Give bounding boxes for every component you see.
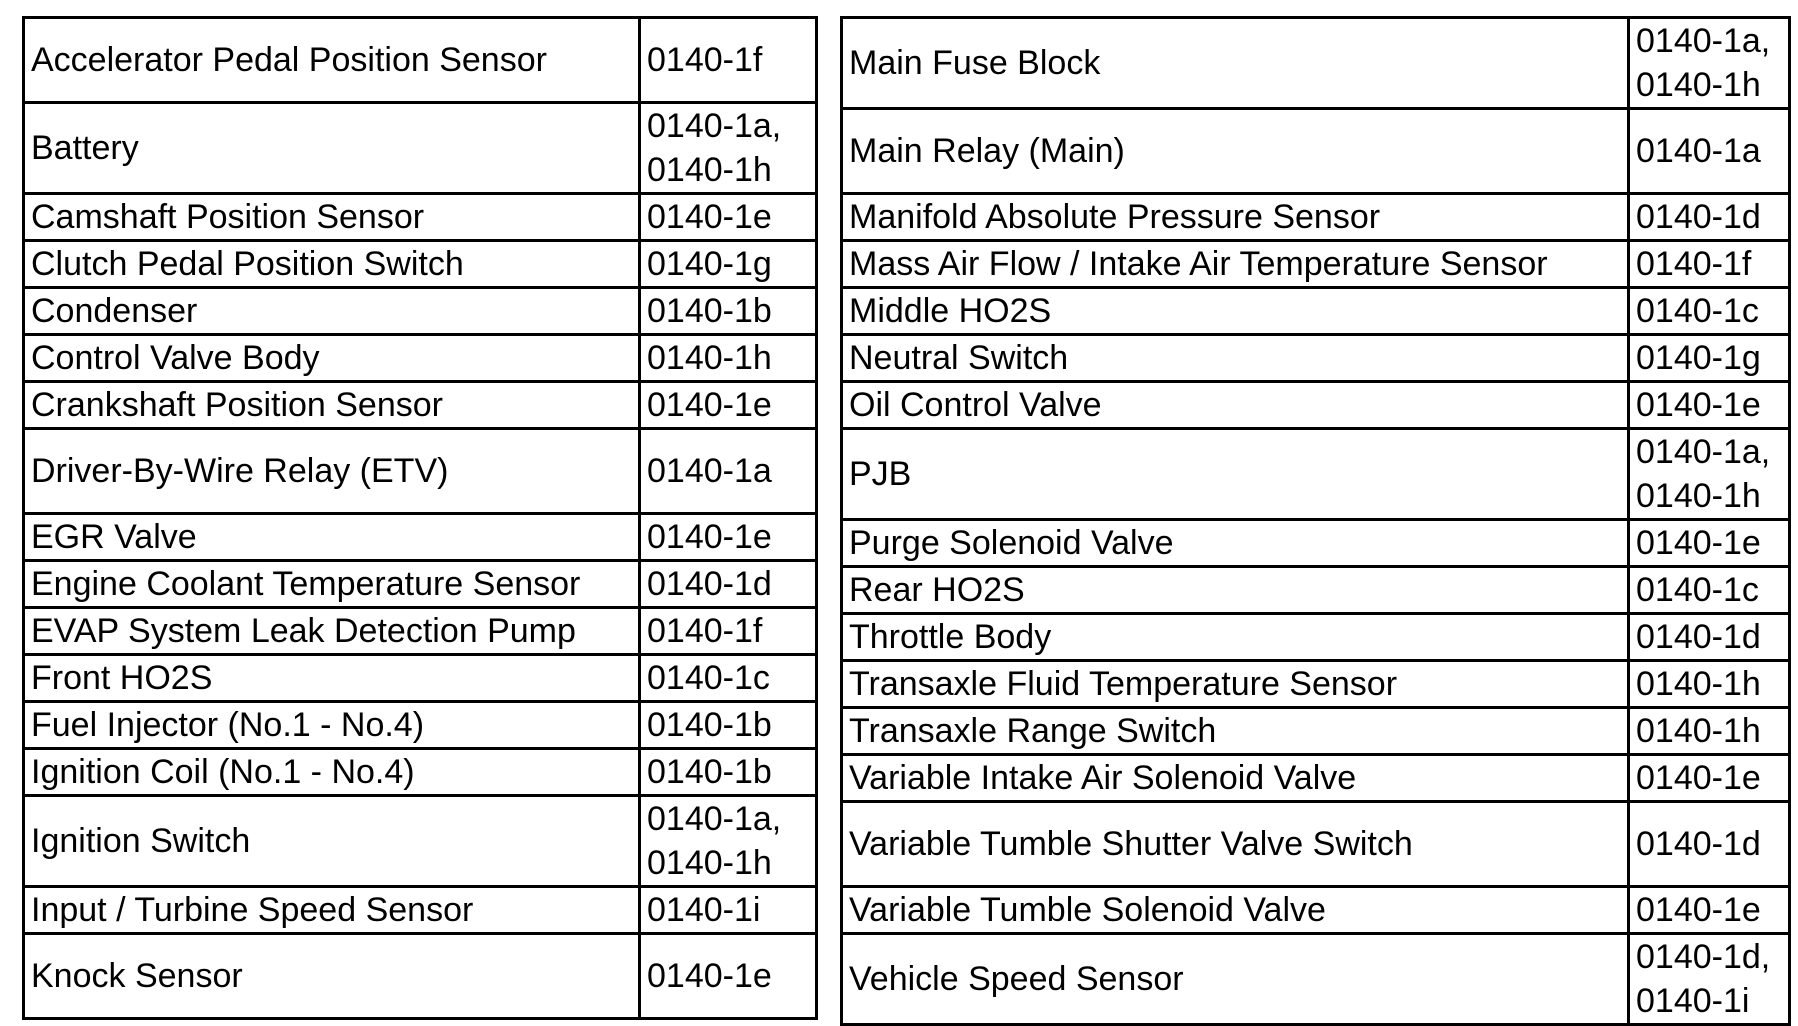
location-ref: 0140-1d, xyxy=(1636,938,1771,976)
table-row xyxy=(842,755,1790,802)
location-ref: 0140-1b xyxy=(647,292,772,330)
component-name: Main Relay (Main) xyxy=(842,109,1629,194)
location-ref: 0140-1h xyxy=(1636,477,1761,515)
component-name: Transaxle Fluid Temperature Sensor xyxy=(842,661,1629,708)
table-row xyxy=(842,708,1790,755)
component-name: Battery xyxy=(24,103,640,194)
table-row xyxy=(24,702,817,749)
table-row xyxy=(24,103,817,194)
component-name: Condenser xyxy=(24,288,640,335)
location-ref: 0140-1c xyxy=(1636,571,1759,609)
location-ref: 0140-1e xyxy=(1636,524,1761,562)
location-ref-cell xyxy=(1629,887,1790,934)
component-table-left xyxy=(22,16,818,1020)
table-row xyxy=(842,18,1790,109)
location-ref: 0140-1h xyxy=(1636,665,1761,703)
component-name: Control Valve Body xyxy=(24,335,640,382)
location-ref-cell xyxy=(640,608,817,655)
location-ref: 0140-1g xyxy=(647,245,772,283)
location-ref-cell xyxy=(1629,288,1790,335)
table-row xyxy=(842,887,1790,934)
location-ref-cell xyxy=(1629,567,1790,614)
table-row xyxy=(24,655,817,702)
component-name: Purge Solenoid Valve xyxy=(842,520,1629,567)
table-row xyxy=(24,934,817,1019)
component-name: Ignition Switch xyxy=(24,796,640,887)
table-row xyxy=(842,429,1790,520)
location-ref: 0140-1d xyxy=(1636,825,1761,863)
table-row xyxy=(24,887,817,934)
location-ref-cell xyxy=(640,103,817,194)
component-name: Front HO2S xyxy=(24,655,640,702)
component-name: EVAP System Leak Detection Pump xyxy=(24,608,640,655)
location-ref-cell xyxy=(1629,194,1790,241)
location-ref-cell xyxy=(640,18,817,103)
location-ref-cell xyxy=(1629,18,1790,109)
location-ref-cell xyxy=(640,702,817,749)
location-ref-cell xyxy=(640,934,817,1019)
table-row xyxy=(842,520,1790,567)
table-row xyxy=(24,18,817,103)
location-ref: 0140-1a, xyxy=(1636,433,1771,471)
table-row xyxy=(842,194,1790,241)
location-ref: 0140-1f xyxy=(647,612,763,650)
component-name: Manifold Absolute Pressure Sensor xyxy=(842,194,1629,241)
location-ref: 0140-1h xyxy=(1636,712,1761,750)
location-ref: 0140-1a xyxy=(647,452,772,490)
location-ref-cell xyxy=(640,561,817,608)
component-name: Middle HO2S xyxy=(842,288,1629,335)
location-ref-cell xyxy=(640,655,817,702)
table-row xyxy=(842,614,1790,661)
table-row xyxy=(24,608,817,655)
location-ref: 0140-1e xyxy=(647,386,772,424)
location-ref: 0140-1h xyxy=(647,339,772,377)
component-name: Transaxle Range Switch xyxy=(842,708,1629,755)
table-row xyxy=(24,335,817,382)
location-ref: 0140-1a, xyxy=(647,800,782,838)
component-name: Main Fuse Block xyxy=(842,18,1629,109)
table-row xyxy=(842,288,1790,335)
location-ref-cell xyxy=(1629,614,1790,661)
location-ref-cell xyxy=(1629,382,1790,429)
location-ref: 0140-1e xyxy=(647,957,772,995)
location-ref: 0140-1a, xyxy=(647,107,782,145)
component-name: Neutral Switch xyxy=(842,335,1629,382)
component-name: Engine Coolant Temperature Sensor xyxy=(24,561,640,608)
location-ref-cell xyxy=(1629,520,1790,567)
location-ref-cell xyxy=(1629,109,1790,194)
location-ref: 0140-1i xyxy=(647,891,761,929)
location-ref-cell xyxy=(1629,335,1790,382)
location-ref-cell xyxy=(640,429,817,514)
location-ref: 0140-1h xyxy=(1636,66,1761,104)
location-ref: 0140-1h xyxy=(647,151,772,189)
table-row xyxy=(842,241,1790,288)
location-ref: 0140-1e xyxy=(647,518,772,556)
table-row xyxy=(842,567,1790,614)
component-name: Mass Air Flow / Intake Air Temperature Sensor xyxy=(842,241,1629,288)
location-ref-cell xyxy=(640,887,817,934)
component-name: Clutch Pedal Position Switch xyxy=(24,241,640,288)
component-name: Fuel Injector (No.1 - No.4) xyxy=(24,702,640,749)
table-row xyxy=(842,109,1790,194)
location-ref: 0140-1e xyxy=(1636,759,1761,797)
location-ref: 0140-1a xyxy=(1636,132,1761,170)
component-name: EGR Valve xyxy=(24,514,640,561)
table-row xyxy=(842,335,1790,382)
table-row xyxy=(24,288,817,335)
table-row xyxy=(24,749,817,796)
location-ref: 0140-1a, xyxy=(1636,22,1771,60)
location-ref: 0140-1c xyxy=(647,659,770,697)
location-ref: 0140-1c xyxy=(1636,292,1759,330)
table-row xyxy=(842,802,1790,887)
component-name: Input / Turbine Speed Sensor xyxy=(24,887,640,934)
component-name: PJB xyxy=(842,429,1629,520)
location-ref: 0140-1e xyxy=(1636,386,1761,424)
location-ref: 0140-1i xyxy=(1636,982,1750,1020)
location-ref: 0140-1e xyxy=(647,198,772,236)
component-name: Variable Tumble Shutter Valve Switch xyxy=(842,802,1629,887)
table-row xyxy=(24,382,817,429)
component-table-right-body xyxy=(842,18,1790,1025)
location-ref-cell xyxy=(640,241,817,288)
location-ref: 0140-1d xyxy=(647,565,772,603)
location-ref-cell xyxy=(1629,934,1790,1025)
table-row xyxy=(24,429,817,514)
location-ref-cell xyxy=(1629,802,1790,887)
component-table-left-body xyxy=(24,18,817,1019)
component-table-right xyxy=(840,16,1791,1026)
location-ref: 0140-1b xyxy=(647,706,772,744)
location-ref: 0140-1h xyxy=(647,844,772,882)
table-row xyxy=(842,382,1790,429)
location-ref: 0140-1f xyxy=(1636,245,1752,283)
component-name: Driver-By-Wire Relay (ETV) xyxy=(24,429,640,514)
location-ref-cell xyxy=(640,288,817,335)
location-ref-cell xyxy=(1629,708,1790,755)
location-ref: 0140-1f xyxy=(647,41,763,79)
component-name: Camshaft Position Sensor xyxy=(24,194,640,241)
component-name: Rear HO2S xyxy=(842,567,1629,614)
table-row xyxy=(24,514,817,561)
location-ref: 0140-1b xyxy=(647,753,772,791)
component-name: Oil Control Valve xyxy=(842,382,1629,429)
table-row xyxy=(842,934,1790,1025)
location-ref-cell xyxy=(1629,755,1790,802)
location-ref-cell xyxy=(640,749,817,796)
component-name: Variable Tumble Solenoid Valve xyxy=(842,887,1629,934)
location-ref: 0140-1d xyxy=(1636,198,1761,236)
component-name: Accelerator Pedal Position Sensor xyxy=(24,18,640,103)
table-row xyxy=(24,194,817,241)
component-name: Throttle Body xyxy=(842,614,1629,661)
component-name: Crankshaft Position Sensor xyxy=(24,382,640,429)
location-ref-cell xyxy=(640,514,817,561)
location-ref: 0140-1e xyxy=(1636,891,1761,929)
location-ref: 0140-1d xyxy=(1636,618,1761,656)
location-ref-cell xyxy=(640,796,817,887)
component-name: Knock Sensor xyxy=(24,934,640,1019)
location-ref-cell xyxy=(1629,429,1790,520)
component-name: Vehicle Speed Sensor xyxy=(842,934,1629,1025)
location-ref-cell xyxy=(1629,661,1790,708)
location-ref: 0140-1g xyxy=(1636,339,1761,377)
table-row xyxy=(24,796,817,887)
table-row xyxy=(24,561,817,608)
location-ref-cell xyxy=(1629,241,1790,288)
component-name: Variable Intake Air Solenoid Valve xyxy=(842,755,1629,802)
location-ref-cell xyxy=(640,382,817,429)
location-ref-cell xyxy=(640,194,817,241)
component-index xyxy=(22,16,1788,1020)
table-row xyxy=(24,241,817,288)
component-name: Ignition Coil (No.1 - No.4) xyxy=(24,749,640,796)
table-row xyxy=(842,661,1790,708)
location-ref-cell xyxy=(640,335,817,382)
